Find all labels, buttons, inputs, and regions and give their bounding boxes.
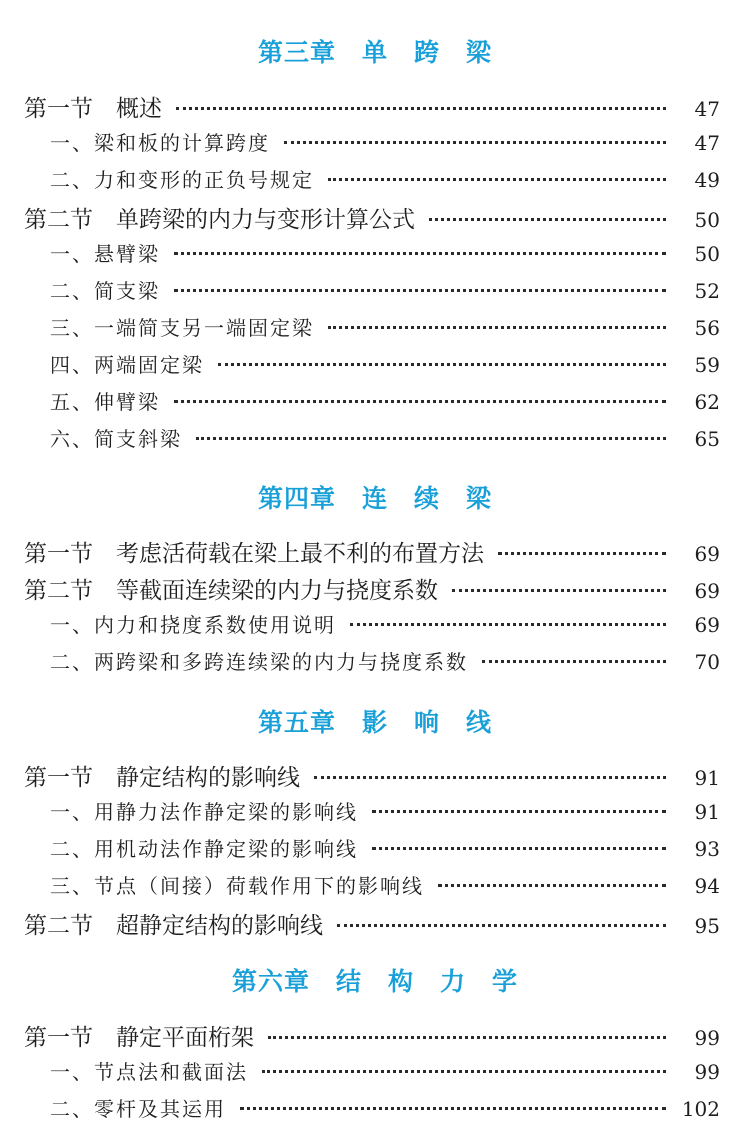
page-number: 50 bbox=[694, 242, 720, 266]
toc-entry[interactable] bbox=[0, 423, 750, 455]
page-number: 62 bbox=[694, 390, 720, 414]
toc-entry[interactable] bbox=[0, 164, 750, 196]
chapter-title: 第三章 单 跨 梁 bbox=[257, 38, 492, 67]
toc-entry[interactable] bbox=[0, 1056, 750, 1088]
page-number: 70 bbox=[694, 650, 720, 674]
entry-label: 一、悬臂梁 bbox=[50, 242, 160, 266]
toc-entry[interactable] bbox=[0, 870, 750, 902]
page-number: 56 bbox=[694, 316, 720, 340]
page-number: 99 bbox=[694, 1060, 720, 1084]
page-number: 91 bbox=[694, 766, 720, 790]
toc-entry[interactable] bbox=[0, 201, 750, 233]
dot-leader bbox=[328, 326, 666, 329]
dot-leader bbox=[498, 552, 666, 555]
page-number: 49 bbox=[694, 168, 720, 192]
entry-label: 四、两端固定梁 bbox=[50, 353, 204, 377]
dot-leader bbox=[314, 776, 666, 779]
entry-label: 第二节 等截面连续梁的内力与挠度系数 bbox=[24, 578, 438, 604]
entry-label: 二、两跨梁和多跨连续梁的内力与挠度系数 bbox=[50, 650, 468, 674]
dot-leader bbox=[176, 107, 666, 110]
toc-entry[interactable] bbox=[0, 275, 750, 307]
dot-leader bbox=[452, 589, 666, 592]
toc-entry[interactable] bbox=[0, 646, 750, 678]
dot-leader bbox=[218, 363, 666, 366]
dot-leader bbox=[268, 1036, 666, 1039]
chapter-title: 第四章 连 续 梁 bbox=[257, 484, 492, 513]
toc-entry[interactable] bbox=[0, 312, 750, 344]
page-number: 65 bbox=[694, 427, 720, 451]
toc-entry[interactable] bbox=[0, 127, 750, 159]
entry-label: 一、用静力法作静定梁的影响线 bbox=[50, 800, 358, 824]
chapter-title: 第五章 影 响 线 bbox=[257, 708, 492, 737]
dot-leader bbox=[372, 810, 666, 813]
dot-leader bbox=[482, 660, 666, 663]
entry-label: 第一节 静定平面桁架 bbox=[24, 1025, 254, 1051]
dot-leader bbox=[429, 218, 666, 221]
toc-entry[interactable] bbox=[0, 386, 750, 418]
page-number: 69 bbox=[694, 579, 720, 603]
toc-entry[interactable] bbox=[0, 535, 750, 567]
page-number: 93 bbox=[694, 837, 720, 861]
page-number: 59 bbox=[694, 353, 720, 377]
entry-label: 第一节 考虑活荷载在梁上最不利的布置方法 bbox=[24, 541, 484, 567]
page-number: 69 bbox=[694, 542, 720, 566]
dot-leader bbox=[284, 141, 666, 144]
page-number: 47 bbox=[694, 97, 720, 121]
toc-entry[interactable] bbox=[0, 796, 750, 828]
entry-label: 五、伸臂梁 bbox=[50, 390, 160, 414]
page-number: 102 bbox=[681, 1097, 720, 1121]
dot-leader bbox=[262, 1070, 666, 1073]
toc-entry[interactable] bbox=[0, 90, 750, 122]
toc-entry[interactable] bbox=[0, 349, 750, 381]
dot-leader bbox=[196, 437, 666, 440]
dot-leader bbox=[240, 1107, 666, 1110]
page-number: 99 bbox=[694, 1026, 720, 1050]
entry-label: 二、简支梁 bbox=[50, 279, 160, 303]
chapter-title: 第六章 结 构 力 学 bbox=[231, 967, 518, 996]
entry-label: 一、内力和挠度系数使用说明 bbox=[50, 613, 336, 637]
page-number: 95 bbox=[694, 914, 720, 938]
dot-leader bbox=[350, 623, 666, 626]
dot-leader bbox=[174, 400, 666, 403]
toc-entry[interactable] bbox=[0, 572, 750, 604]
entry-label: 二、零杆及其运用 bbox=[50, 1097, 226, 1121]
dot-leader bbox=[372, 847, 666, 850]
page-number: 50 bbox=[694, 208, 720, 232]
entry-label: 二、用机动法作静定梁的影响线 bbox=[50, 837, 358, 861]
dot-leader bbox=[174, 289, 666, 292]
dot-leader bbox=[337, 924, 666, 927]
toc-entry[interactable] bbox=[0, 1093, 750, 1125]
entry-label: 第二节 超静定结构的影响线 bbox=[24, 913, 323, 939]
page-number: 47 bbox=[694, 131, 720, 155]
toc-entry[interactable] bbox=[0, 609, 750, 641]
dot-leader bbox=[174, 252, 666, 255]
toc-entry[interactable] bbox=[0, 759, 750, 791]
entry-label: 一、节点法和截面法 bbox=[50, 1060, 248, 1084]
toc-entry[interactable] bbox=[0, 1019, 750, 1051]
page-number: 94 bbox=[694, 874, 720, 898]
page-number: 52 bbox=[694, 279, 720, 303]
page-number: 69 bbox=[694, 613, 720, 637]
entry-label: 第二节 单跨梁的内力与变形计算公式 bbox=[24, 207, 415, 233]
toc-entry[interactable] bbox=[0, 238, 750, 270]
entry-label: 三、节点（间接）荷载作用下的影响线 bbox=[50, 874, 424, 898]
page-number: 91 bbox=[694, 800, 720, 824]
entry-label: 一、梁和板的计算跨度 bbox=[50, 131, 270, 155]
dot-leader bbox=[328, 178, 666, 181]
entry-label: 第一节 概述 bbox=[24, 96, 162, 122]
toc-entry[interactable] bbox=[0, 907, 750, 939]
dot-leader bbox=[438, 884, 666, 887]
entry-label: 三、一端简支另一端固定梁 bbox=[50, 316, 314, 340]
entry-label: 第一节 静定结构的影响线 bbox=[24, 765, 300, 791]
entry-label: 六、简支斜梁 bbox=[50, 427, 182, 451]
toc-entry[interactable] bbox=[0, 833, 750, 865]
entry-label: 二、力和变形的正负号规定 bbox=[50, 168, 314, 192]
